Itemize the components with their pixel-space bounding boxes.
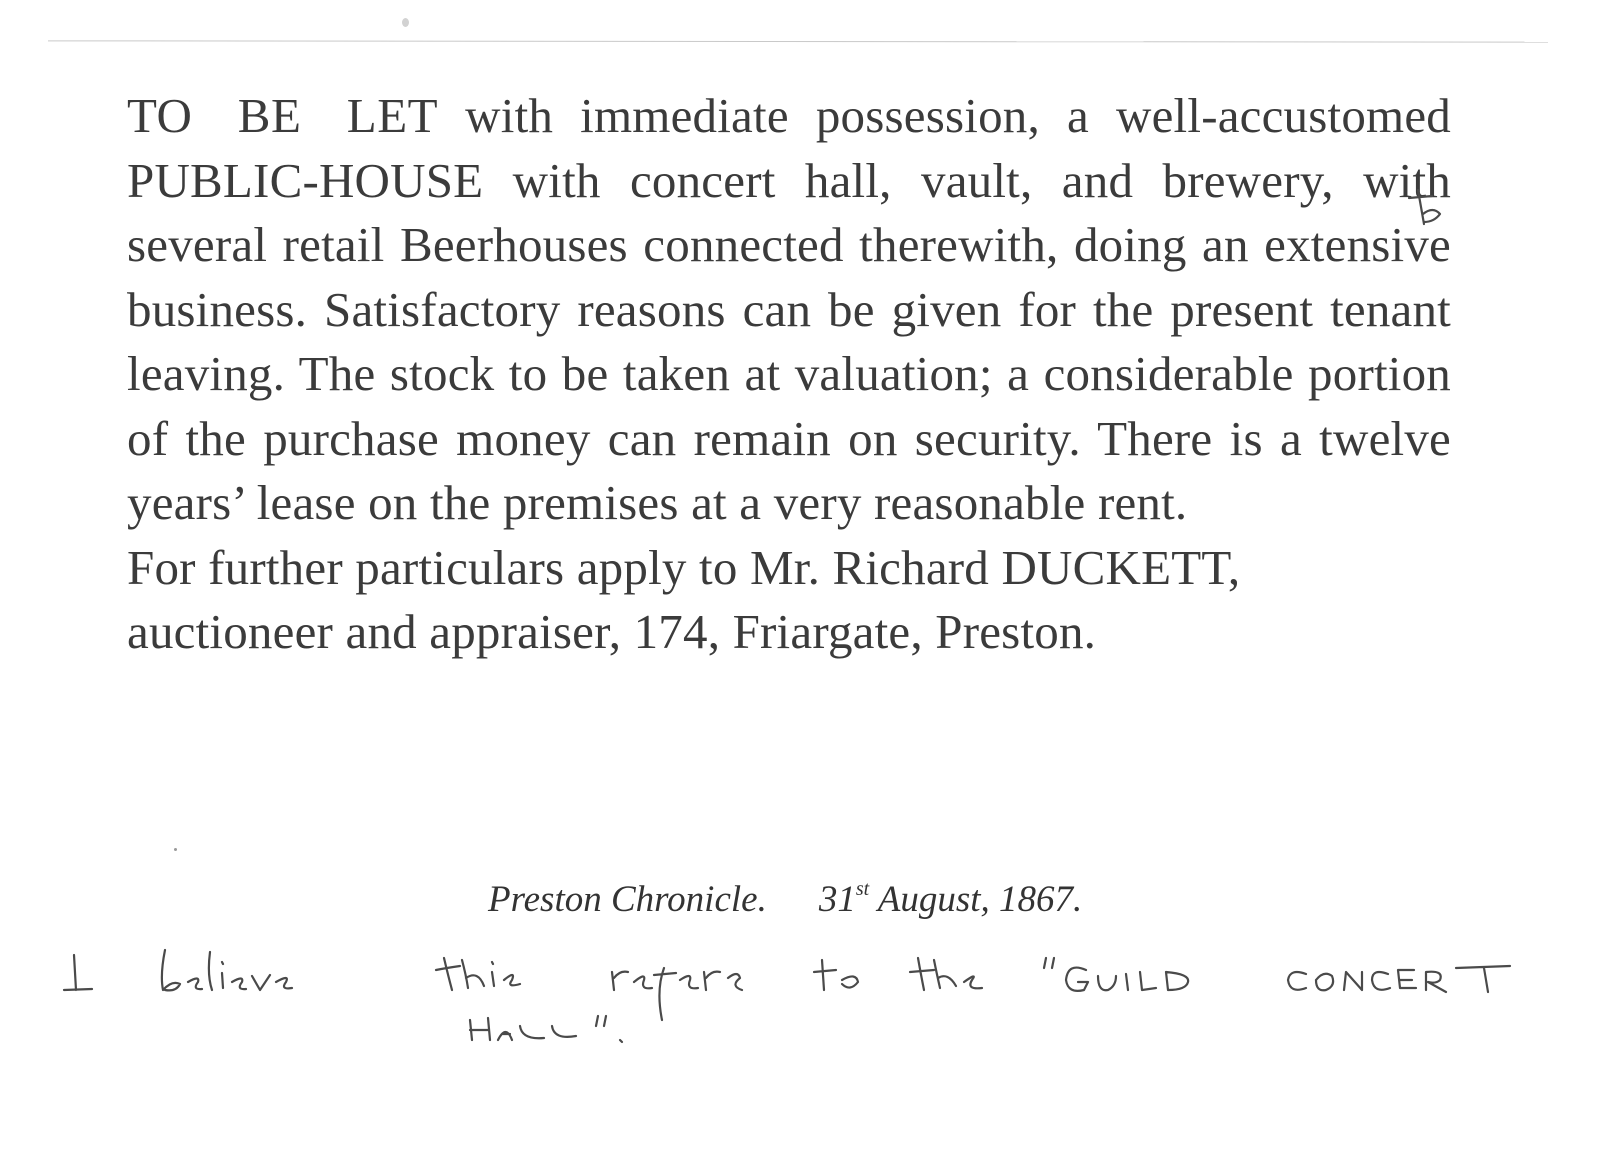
scan-speck bbox=[174, 848, 177, 851]
advertisement-lead: TO BE LET bbox=[127, 88, 439, 143]
handwritten-letter-i bbox=[64, 955, 92, 990]
handwritten-word-hall bbox=[470, 1018, 576, 1040]
citation-source: Preston Chronicle. bbox=[488, 879, 767, 920]
citation-day-suffix: st bbox=[855, 878, 870, 900]
handwritten-word-concert bbox=[1288, 966, 1510, 992]
handwritten-close-quote bbox=[596, 1016, 606, 1026]
handwritten-period bbox=[620, 1040, 622, 1042]
handwritten-word-believe bbox=[162, 950, 292, 990]
citation-day: 31 bbox=[818, 879, 856, 920]
handwritten-word-guild bbox=[1066, 968, 1188, 991]
advertisement-contact: For further particulars apply to Mr. Richard DUCKETT, auctioneer and appraiser, 174, Friargate, Preston. bbox=[127, 539, 1241, 659]
citation-month-year: August, 1867. bbox=[877, 879, 1083, 920]
advertisement-paragraph bbox=[127, 84, 1451, 536]
handwritten-open-quote bbox=[1044, 958, 1054, 968]
newspaper-citation bbox=[488, 878, 1082, 921]
page-top-edge-line bbox=[48, 40, 1548, 42]
handwritten-word-to bbox=[814, 960, 858, 990]
advertisement-body: with immediate possession, a well-accustomed PUBLIC-HOUSE with concert hall, vault, and brewery, with several retail Beerhouses connected therewith, doing an extensive business. Satisfactory reasons can be given for the present tenant leaving. The stock to be taken at valuation; a considerable portion of the purchase money can remain on security. There is a twelve years’ lease on the premises at a very reasonable rent. bbox=[127, 88, 1451, 530]
handwritten-word-this bbox=[436, 958, 520, 990]
scan-speck bbox=[402, 18, 409, 27]
handwritten-word-the bbox=[910, 958, 982, 990]
advertisement-text bbox=[127, 84, 1451, 665]
handwritten-word-refers bbox=[612, 968, 742, 1020]
